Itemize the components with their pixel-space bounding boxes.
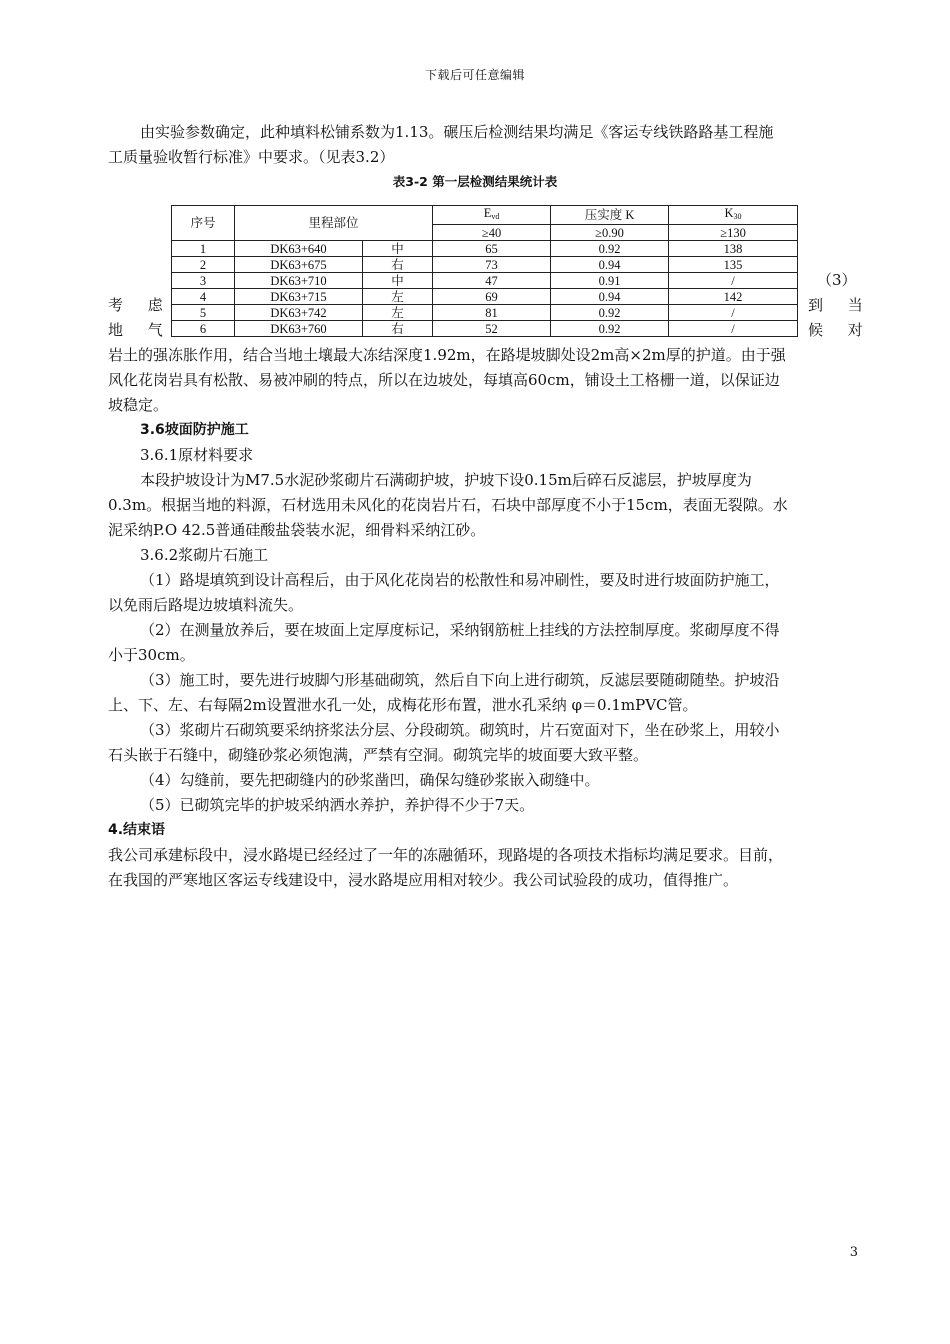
section-heading: 4.结束语 [108,822,166,838]
header-evd: $E_{vd}$ [433,206,551,225]
header-compaction: 压实度 K [551,206,669,225]
table-caption: 表3-2 第一层检测结果统计表 [392,174,558,189]
cell-k30: 135 [669,257,798,273]
paragraph-line: 我公司承建标段中，浸水路堤已经经过了一年的冻融循环，现路堤的各项技术指标均满足要求。目前， [108,846,784,864]
cell-evd: 69 [433,289,551,305]
list-item: （3）施工时，要先进行坡脚勺形基础砌筑，然后自下向上进行砌筑，反滤层要随砌随垫。护坡沿 [140,671,780,689]
cell-k: 0.92 [551,305,669,321]
req-evd: ≥40 [433,225,551,241]
paragraph-line: 岩土的强冻胀作用，结合当地土壤最大冻结深度1.92m，在路堤坡脚处设2m高×2m厚的护道。由于强 [108,346,786,364]
paragraph-line: 本段护坡设计为M7.5水泥砂浆砌片石满砌护坡，护坡下设0.15m后碎石反滤层，护坡厚度为 [140,471,752,489]
cell-k30: / [669,321,798,337]
req-k30: ≥130 [669,225,798,241]
page-number: 3 [849,1245,858,1260]
header-no: 序号 [172,206,235,241]
paragraph-line: 泥采纳P.O 42.5普通硅酸盐袋装水泥，细骨料采纳江砂。 [108,521,486,539]
wrap-text: （3） [817,271,857,289]
cell-side: 右 [363,257,433,273]
cell-side: 中 [363,241,433,257]
cell-side: 左 [363,289,433,305]
cell-evd: 81 [433,305,551,321]
cell-evd: 47 [433,273,551,289]
cell-evd: 52 [433,321,551,337]
cell-k: 0.92 [551,321,669,337]
list-item: 石头嵌于石缝中，砌缝砂浆必须饱满，严禁有空洞。砌筑完毕的坡面要大致平整。 [108,746,649,764]
paragraph-line: 0.3m。根据当地的料源，石材选用未风化的花岗岩片石，石块中部厚度不小于15cm，表面无裂隙。水 [108,496,788,514]
wrap-text: 考 虑 [108,296,173,314]
list-item: （4）勾缝前，要先把砌缝内的砂浆凿凹，确保勾缝砂浆嵌入砌缝中。 [140,771,600,789]
paragraph-line: 风化花岗岩具有松散、易被冲刷的特点，所以在边坡处，每填高60cm，铺设土工格栅一道，以保证边 [108,371,780,389]
table-row [172,289,798,305]
cell-side: 中 [363,273,433,289]
cell-no: 5 [172,305,235,321]
cell-k: 0.91 [551,273,669,289]
cell-no: 2 [172,257,235,273]
wrap-text: 地 气 [108,321,173,339]
cell-side: 右 [363,321,433,337]
table-row [172,257,798,273]
cell-k30: / [669,273,798,289]
cell-k30: / [669,305,798,321]
cell-evd: 73 [433,257,551,273]
table-row [172,241,798,257]
cell-evd: 65 [433,241,551,257]
list-item: （1）路堤填筑到设计高程后，由于风化花岗岩的松散性和易冲刷性，要及时进行坡面防护施工， [140,571,780,589]
cell-mileage: DK63+715 [235,289,363,305]
cell-mileage: DK63+675 [235,257,363,273]
table-header-row [172,206,798,225]
cell-k30: 142 [669,289,798,305]
subsection-heading: 3.6.1原材料要求 [140,446,254,464]
cell-k: 0.92 [551,241,669,257]
paragraph-line: 在我国的严寒地区客运专线建设中，浸水路堤应用相对较少。我公司试验段的成功，值得推广。 [108,871,739,889]
header-k30: $K_{30}$ [669,206,798,225]
cell-k: 0.94 [551,257,669,273]
wrap-text: 到 当 [808,296,873,314]
list-item: 小于30cm。 [108,646,195,664]
cell-k: 0.94 [551,289,669,305]
cell-mileage: DK63+760 [235,321,363,337]
cell-no: 1 [172,241,235,257]
page-header: 下载后可任意编辑 [424,68,525,82]
cell-no: 4 [172,289,235,305]
paragraph-line: 由实验参数确定，此种填料松铺系数为1.13。碾压后检测结果均满足《客运专线铁路路基工程施 [140,123,774,141]
list-item: （3）浆砌片石砌筑要采纳挤浆法分层、分段砌筑。砌筑时，片石宽面对下，坐在砂浆上，用较小 [140,721,780,739]
subsection-heading: 3.6.2浆砌片石施工 [140,546,269,564]
cell-mileage: DK63+710 [235,273,363,289]
results-table [171,205,798,337]
list-item: 以免雨后路堤边坡填料流失。 [108,596,304,614]
cell-k30: 138 [669,241,798,257]
req-compaction: ≥0.90 [551,225,669,241]
list-item: 上、下、左、右每隔2m设置泄水孔一处，成梅花形布置，泄水孔采纳 φ＝0.1mPVC管。 [108,696,698,714]
wrap-text: 候 对 [808,321,873,339]
cell-mileage: DK63+640 [235,241,363,257]
table-row [172,305,798,321]
table-row [172,321,798,337]
header-location: 里程部位 [235,206,433,241]
cell-no: 6 [172,321,235,337]
cell-side: 左 [363,305,433,321]
paragraph-line: 工质量验收暂行标准》中要求。（见表3.2） [108,148,395,166]
paragraph-line: 坡稳定。 [108,396,169,414]
list-item: （5）已砌筑完毕的护坡采纳洒水养护，养护得不少于7天。 [140,796,535,814]
table-row [172,273,798,289]
list-item: （2）在测量放养后，要在坡面上定厚度标记，采纳钢筋桩上挂线的方法控制厚度。浆砌厚度不得 [140,621,780,639]
section-heading: 3.6坡面防护施工 [140,422,249,438]
cell-no: 3 [172,273,235,289]
cell-mileage: DK63+742 [235,305,363,321]
